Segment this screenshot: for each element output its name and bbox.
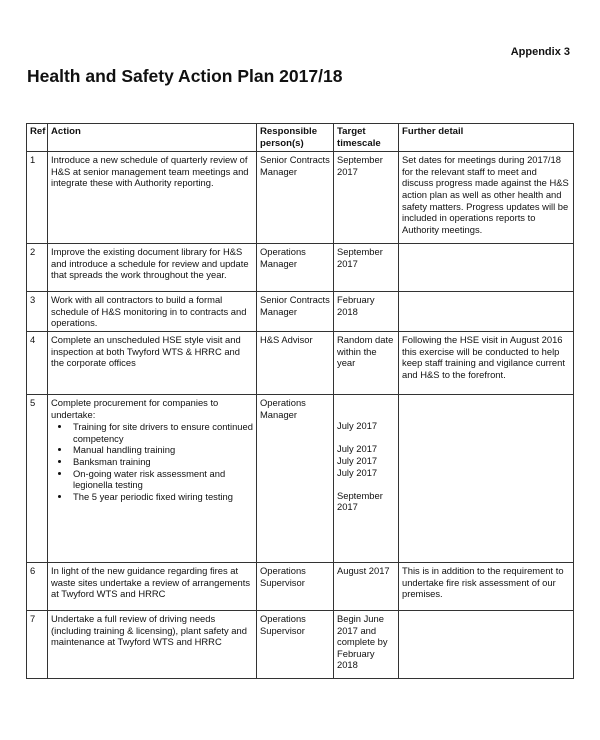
cell-target (334, 394, 399, 562)
cell-target: Random date within the year (334, 331, 399, 394)
table-row (27, 244, 574, 292)
col-header-target: Target timescale (334, 124, 399, 152)
table-row (27, 610, 574, 678)
cell-detail (399, 394, 574, 562)
col-header-action: Action (48, 124, 257, 152)
cell-responsible: H&S Advisor (257, 331, 334, 394)
cell-action: Work with all contractors to build a formal schedule of H&S monitoring in to contracts and operations. (48, 292, 257, 332)
list-item: • Banksman training (71, 456, 253, 468)
cell-responsible: Senior Contracts Manager (257, 152, 334, 244)
action-intro: Complete procurement for companies to undertake: (51, 396, 219, 420)
col-header-detail: Further detail (399, 124, 574, 152)
cell-responsible: Operations Supervisor (257, 562, 334, 610)
cell-ref: 7 (27, 610, 48, 678)
target-line: July 2017 (337, 420, 378, 432)
cell-detail: This is in addition to the requirement to undertake fire risk assessment of our premises. (399, 562, 574, 610)
table-row (27, 562, 574, 610)
cell-target: September 2017 (334, 152, 399, 244)
cell-action: Improve the existing document library for H&S and introduce a schedule for review and update that spreads the work throughout the year. (48, 244, 257, 292)
cell-detail (399, 610, 574, 678)
cell-target: August 2017 (334, 562, 399, 610)
cell-action: Complete an unscheduled HSE style visit and inspection at both Twyford WTS & HRRC and the corporate offices (48, 331, 257, 394)
cell-responsible: Operations Supervisor (257, 610, 334, 678)
cell-ref: 3 (27, 292, 48, 332)
cell-ref: 5 (27, 394, 48, 562)
cell-ref: 1 (27, 152, 48, 244)
cell-responsible: Senior Contracts Manager (257, 292, 334, 332)
cell-action: In light of the new guidance regarding fires at waste sites undertake a review of arrangements at Twyford WTS and HRRC (48, 562, 257, 610)
col-header-ref: Ref (27, 124, 48, 152)
cell-detail (399, 244, 574, 292)
list-item: • Manual handling training (71, 444, 253, 456)
cell-action: Undertake a full review of driving needs (including training & licensing), plant safety and maintenance at Twyford WTS and HRRC (48, 610, 257, 678)
target-line: September 2017 (337, 489, 383, 513)
list-item: • The 5 year periodic fixed wiring testing (71, 491, 253, 503)
cell-responsible: Operations Manager (257, 394, 334, 562)
action-plan-table (26, 123, 574, 679)
cell-action: Introduce a new schedule of quarterly review of H&S at senior management team meetings and integrate these with Authority reporting. (48, 152, 257, 244)
cell-responsible: Operations Manager (257, 244, 334, 292)
col-header-responsible: Responsible person(s) (257, 124, 334, 152)
target-line: July 2017 (337, 454, 378, 466)
table-row (27, 292, 574, 332)
cell-detail: Set dates for meetings during 2017/18 for the relevant staff to meet and discuss progress made against the H&S action plan as well as other health and safety matters. Progress updates will be included in operations reports to Authority meetings. (399, 152, 574, 244)
cell-detail: Following the HSE visit in August 2016 this exercise will be conducted to help keep staff training and vigilance current and H&S to the forefront. (399, 331, 574, 394)
cell-target: Begin June 2017 and complete by February 2018 (334, 610, 399, 678)
list-item: • Training for site drivers to ensure continued competency (71, 421, 253, 444)
table-row (27, 394, 574, 562)
table-row (27, 152, 574, 244)
page-title: Health and Safety Action Plan 2017/18 (27, 66, 343, 86)
cell-detail (399, 292, 574, 332)
target-line: July 2017 (337, 466, 378, 478)
cell-target: February 2018 (334, 292, 399, 332)
target-line: July 2017 (337, 443, 378, 455)
cell-target: September 2017 (334, 244, 399, 292)
cell-ref: 4 (27, 331, 48, 394)
action-list (51, 421, 253, 502)
appendix-label: Appendix 3 (510, 46, 570, 58)
list-item: • On-going water risk assessment and legionella testing (71, 468, 253, 491)
cell-action (48, 394, 257, 562)
cell-ref: 2 (27, 244, 48, 292)
cell-ref: 6 (27, 562, 48, 610)
table-row (27, 331, 574, 394)
table-header-row (27, 124, 574, 152)
